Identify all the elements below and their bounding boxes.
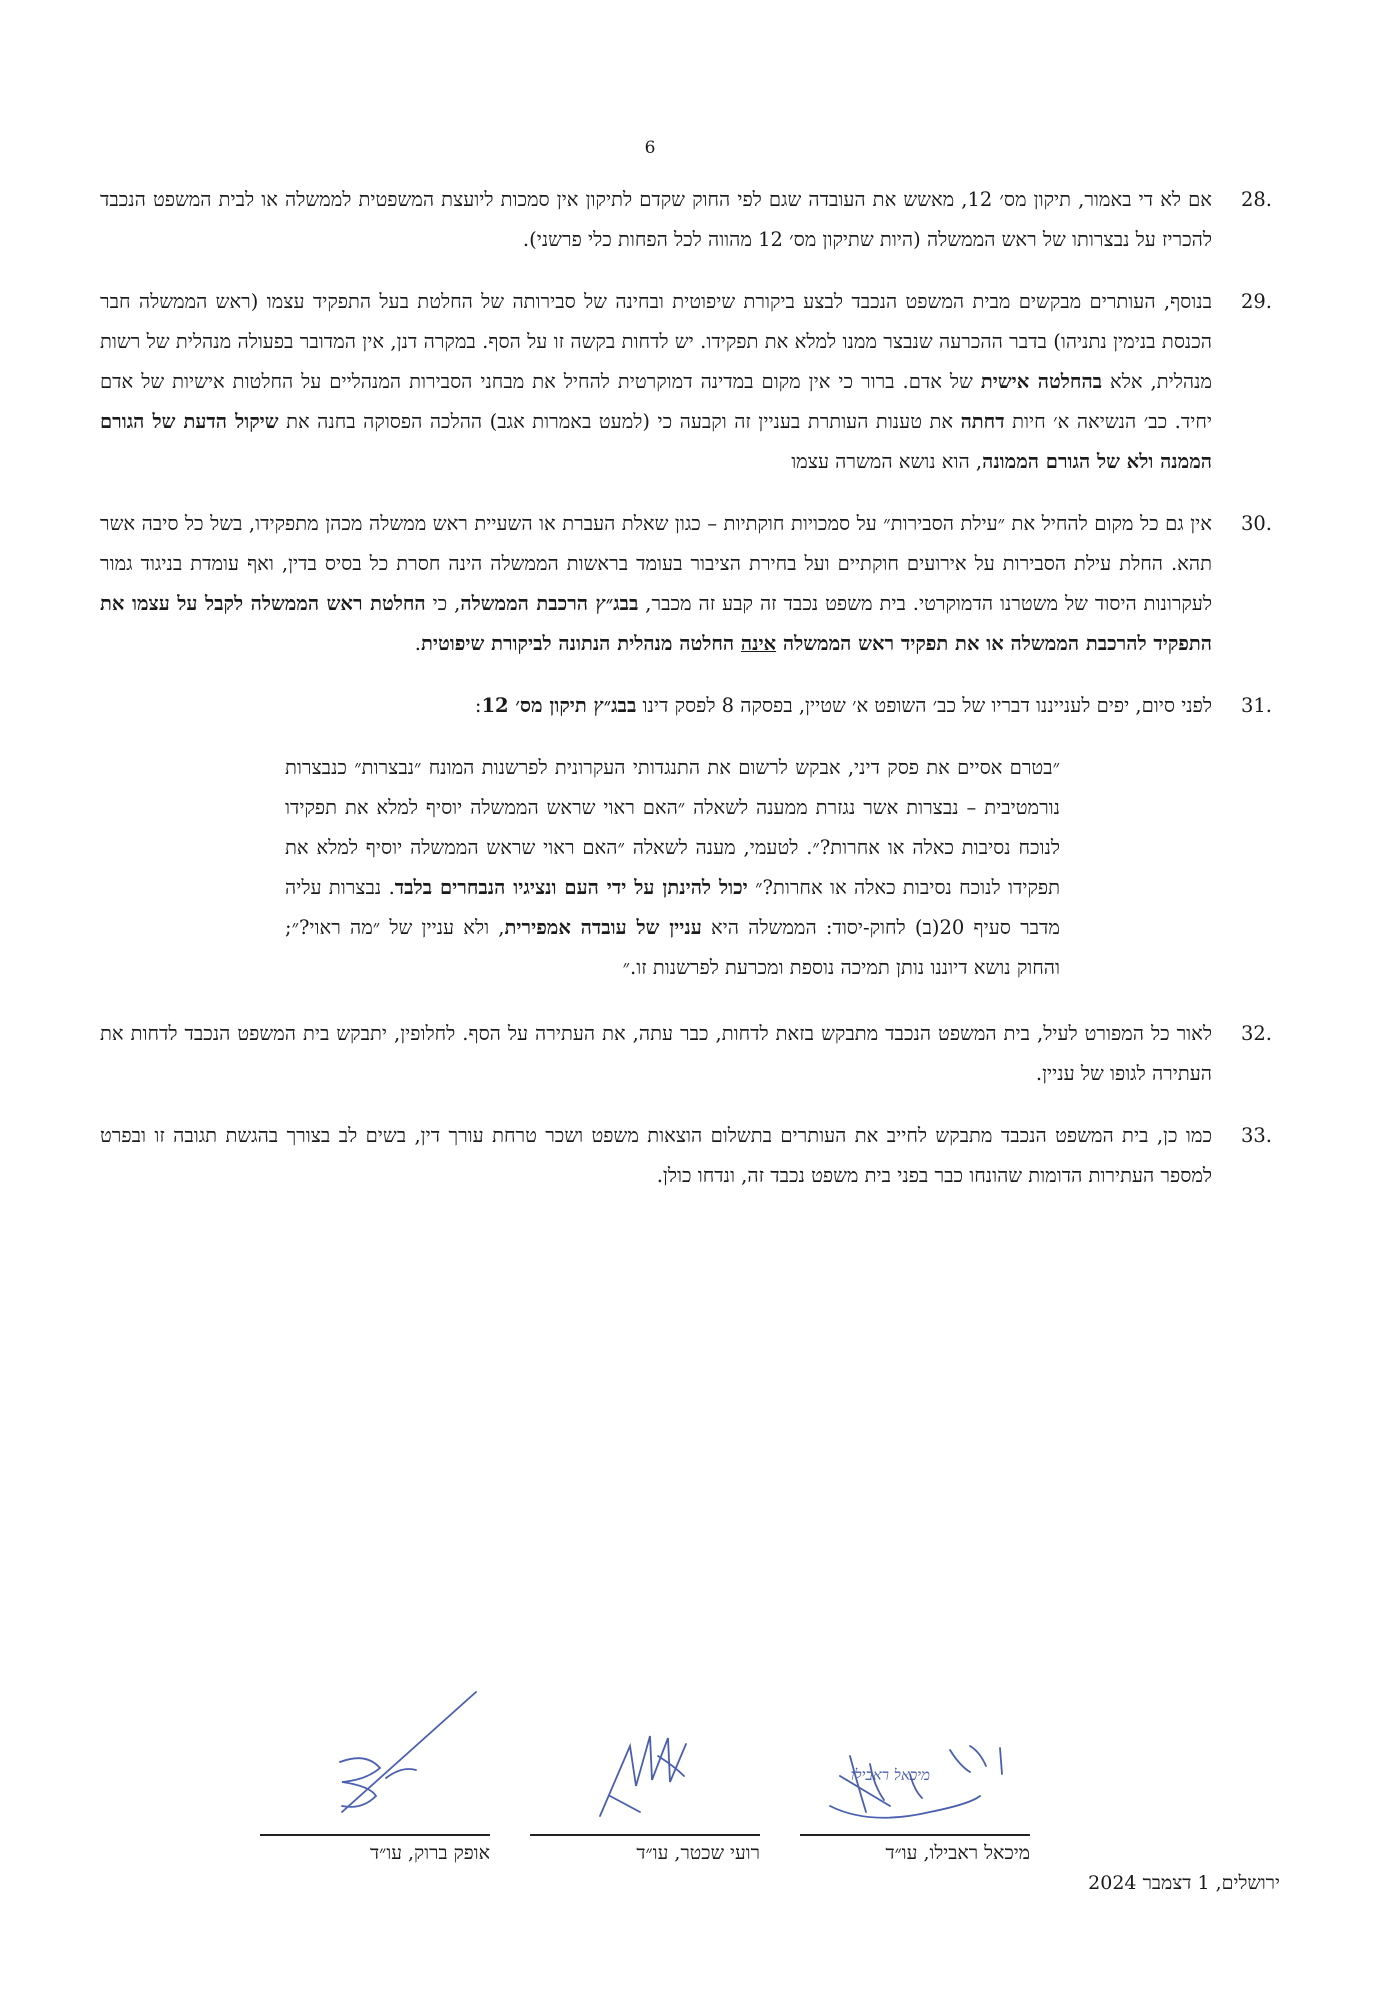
paragraph-number: 31. xyxy=(1240,694,1272,717)
handwritten-signature-icon xyxy=(270,1686,500,1836)
paragraph-text: . xyxy=(414,632,421,655)
document-body xyxy=(100,180,1272,1218)
signatory-name: אופק ברוק, עו״ד xyxy=(370,1842,490,1864)
paragraph-32 xyxy=(100,1014,1272,1094)
quote-text: , ולא עניין של ״מה ראוי?״; והחוק נושא דיוננו נותן תמיכה נוספת ומכרעת לפרשנות זו.״ xyxy=(285,916,1060,979)
paragraph-number: 33. xyxy=(1240,1124,1272,1147)
paragraph-text: אין גם כל מקום להחיל את ״עילת הסבירות״ על סמכויות חוקתיות – כגון שאלת העברת או השעיית ראש ממשלה מכהן מתפקידו, בשל כל סיבה אשר תהא. החלת עילת הסבירות על אירועים חוקתיים ועל בחירת הציבור בעומד בראשות הממשלה הינה חסרת כל בסיס בדין, ואף עומדת בניגוד גמור לעקרונות היסוד של משטרנו הדמוקרטי. בית משפט נכבד זה קבע זה מכבר, xyxy=(100,512,1212,615)
signature-line xyxy=(260,1834,490,1836)
paragraph-text: את טענות העותרת בעניין זה וקבעה כי (למעט באמרות אגב) ההלכה הפסוקה בחנה את xyxy=(278,410,961,433)
paragraph-text: לפני סיום, יפים לענייננו דבריו של כב׳ השופט א׳ שטיין, בפסקה 8 לפסק דינו xyxy=(636,694,1212,717)
paragraph-text: בנוסף, העותרים מבקשים מבית המשפט הנכבד לבצע ביקורת שיפוטית ובחינה של סבירותה של החלטת בעל התפקיד עצמו (ראש הממשלה חבר הכנסת בנימין נתניהו) בדבר ההכרעה שנבצר ממנו למלא את תפקידו. יש לדחות בקשה זו על הסף. במקרה דנן, אין המדובר בפעולה מנהלית של רשות מנהלית, אלא xyxy=(100,290,1212,393)
handwritten-signature-icon xyxy=(540,1716,770,1836)
paragraph-text: , הוא נושא המשרה עצמו xyxy=(791,450,983,473)
paragraph-number: 30. xyxy=(1240,512,1272,535)
signature-line xyxy=(530,1834,760,1836)
paragraph-text: כמו כן, בית המשפט הנכבד מתבקש לחייב את העותרים בתשלום הוצאות משפט ושכר טרחת עורך דין, בשים לב בצורך בהגשת תגובה זו ובפרט למספר העתירות הדומות שהונחו כבר בפני בית משפט נכבד זה, ונדחו כולן. xyxy=(100,1124,1212,1187)
emphasis-text: שיקול הדעת של הגורם הממנה ולא של הגורם הממונה xyxy=(100,410,1212,473)
signatory-name: מיכאל ראבילו, עו״ד xyxy=(885,1842,1030,1864)
signatory-rabilo xyxy=(800,1730,1030,1880)
case-citation: בבג״ץ הרכבת הממשלה xyxy=(460,592,639,615)
paragraph-text: אם לא די באמור, תיקון מס׳ 12, מאשש את העובדה שגם לפי החוק שקדם לתיקון אין סמכות ליועצת המשפטית לממשלה או לבית המשפט הנכבד להכריז על נבצרותו של ראש הממשלה (היות שתיקון מס׳ 12 מהווה לכל הפחות כלי פרשני). xyxy=(100,188,1213,251)
paragraph-text: , כי xyxy=(425,592,461,615)
emphasis-text: יכול להינתן על ידי העם ונציגיו הנבחרים בלבד xyxy=(394,876,748,899)
paragraph-text: של אדם. ברור כי אין מקום במדינה דמוקרטית להחיל את מבחני הסבירות המנהליים על החלטות אישיות של אדם יחיד. כב׳ הנשיאה א׳ חיות xyxy=(100,370,1212,433)
paragraph-28 xyxy=(100,180,1272,260)
signature-line xyxy=(800,1834,1030,1836)
signatory-name: רועי שכטר, עו״ד xyxy=(636,1842,760,1864)
emphasis-underlined: אינה xyxy=(740,632,777,655)
paragraph-33 xyxy=(100,1116,1272,1196)
block-quote xyxy=(285,748,1060,988)
emphasis-text: החלטת ראש הממשלה לקבל על עצמו את התפקיד להרכבת הממשלה או את תפקיד ראש הממשלה xyxy=(100,592,1212,655)
paragraph-number: 29. xyxy=(1240,290,1272,313)
paragraph-text: : xyxy=(474,694,482,717)
paragraph-30 xyxy=(100,504,1272,664)
svg-text:מיכאל ראבילו: מיכאל ראבילו xyxy=(850,1766,930,1784)
page-number: 6 xyxy=(644,138,656,158)
quote-text: ״בטרם אסיים את פסק דיני, אבקש לרשום את התנגדותי העקרונית לפרשנות המונח ״נבצרות״ כנבצרות נורמטיבית – נבצרות אשר נגזרת ממענה לשאלה ״האם ראוי שראש הממשלה יוסיף למלא את תפקידו לנוכח נסיבות כאלה או אחרות?״. לטעמי, מענה לשאלה ״האם ראוי שראש הממשלה יוסיף למלא את תפקידו לנוכח נסיבות כאלה או אחרות?״ xyxy=(285,756,1060,899)
paragraph-text: לאור כל המפורט לעיל, בית המשפט הנכבד מתבקש בזאת לדחות, כבר עתה, את העתירה על הסף. לחלופין, יתבקש בית המשפט הנכבד לדחות את העתירה לגופו של עניין. xyxy=(100,1022,1212,1085)
signatory-schechter xyxy=(530,1730,760,1880)
case-citation: בבג״ץ תיקון מס׳ 12 xyxy=(481,694,637,717)
emphasis-text: עניין של עובדה אמפירית xyxy=(504,916,702,939)
emphasis-text: בהחלטה אישית xyxy=(980,370,1103,393)
paragraph-29 xyxy=(100,282,1272,482)
handwritten-signature-icon xyxy=(810,1716,1040,1836)
paragraph-number: 28. xyxy=(1240,188,1272,211)
paragraph-number: 32. xyxy=(1240,1022,1272,1045)
signatory-brook xyxy=(260,1730,490,1880)
paragraph-31 xyxy=(100,686,1272,726)
emphasis-text: החלטה מנהלית הנתונה לביקורת שיפוטית xyxy=(421,632,741,655)
place-and-date: ירושלים, 1 דצמבר 2024 xyxy=(1088,1872,1280,1894)
quote-text: . נבצרות עליה מדבר סעיף 20(ב) לחוק-יסוד: הממשלה היא xyxy=(285,876,1060,939)
emphasis-text: דחתה xyxy=(960,410,1005,433)
